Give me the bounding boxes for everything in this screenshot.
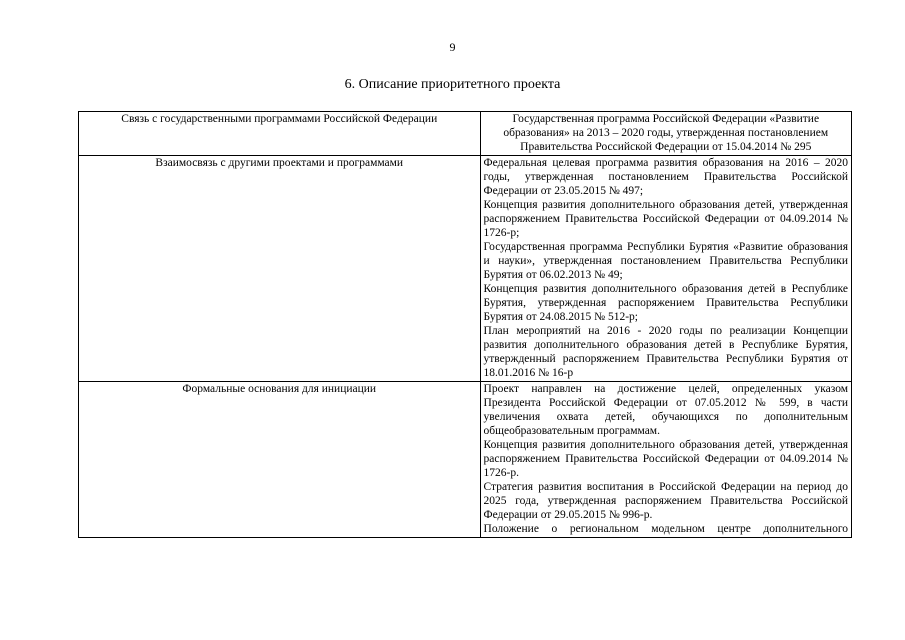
table-row-formal-grounds — [79, 382, 852, 538]
value-paragraph: Проект направлен на достижение целей, определенных указом Президента Российской Федерации от 07.05.2012 № 599, в части увеличения охвата детей, обучающихся по дополнительным общеобразовательным программам. — [483, 383, 848, 437]
row-label: Связь с государственными программами Российской Федерации — [79, 112, 481, 156]
value-paragraph: Государственная программа Республики Бурятия «Развитие образования и науки», утвержденная постановлением Правительства Республики Бурятия от 06.02.2013 № 49; — [483, 241, 848, 281]
value-paragraph: Концепция развития дополнительного образования детей, утвержденная распоряжением Правительства Российской Федерации от 04.09.2014 № 1726-р; — [483, 199, 848, 239]
row-label: Формальные основания для инициации — [79, 382, 481, 538]
table-row-state-programs — [79, 112, 852, 156]
project-description-table — [78, 111, 852, 538]
section-title: 6. Описание приоритетного проекта — [344, 77, 561, 92]
table-row-related-projects — [79, 156, 852, 382]
page-number: 9 — [449, 40, 456, 54]
row-value — [480, 156, 851, 382]
value-paragraph: Положение о региональном модельном центре дополнительного — [483, 523, 848, 535]
value-paragraph: Концепция развития дополнительного образования детей, утвержденная распоряжением Правительства Российской Федерации от 04.09.2014 № 1726-р. — [483, 439, 848, 479]
value-paragraph: Концепция развития дополнительного образования детей в Республике Бурятия, утвержденная распоряжением Правительства Республики Бурятия от 24.08.2015 № 512-р; — [483, 283, 848, 323]
value-paragraph: План мероприятий на 2016 - 2020 годы по реализации Концепции развития дополнительного образования детей в Республике Бурятия, утвержденный распоряжением Правительства Республики Бурятия от 18.01.2016 № 16-р — [483, 325, 848, 379]
row-value — [480, 112, 851, 156]
value-paragraph: Стратегия развития воспитания в Российской Федерации на период до 2025 года, утвержденная распоряжением Правительства Российской Федерации от 29.05.2015 № 996-р. — [483, 481, 848, 521]
value-paragraph: Федеральная целевая программа развития образования на 2016 – 2020 годы, утвержденная постановлением Правительства Российской Федерации от 23.05.2015 № 497; — [483, 157, 848, 197]
row-value — [480, 382, 851, 538]
value-paragraph: Государственная программа Российской Федерации «Развитие образования» на 2013 – 2020 годы, утвержденная постановлением Правительства Российской Федерации от 15.04.2014 № 295 — [503, 113, 829, 153]
row-label: Взаимосвязь с другими проектами и программами — [79, 156, 481, 382]
